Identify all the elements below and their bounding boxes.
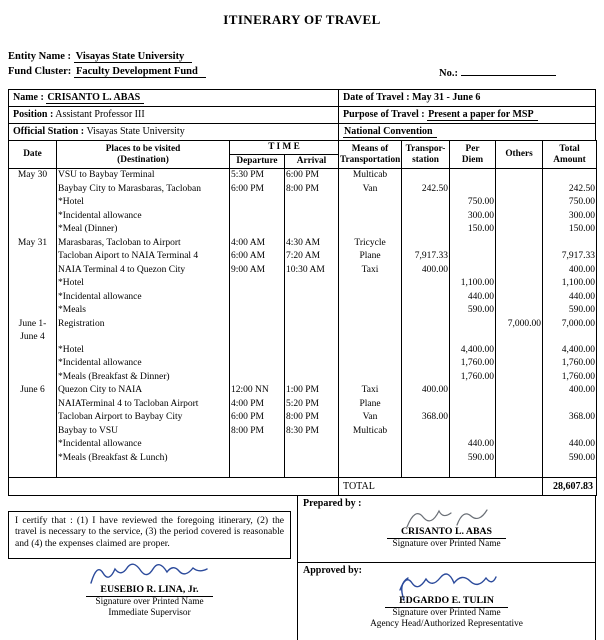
col-header-places-line1: Places to be visited bbox=[105, 143, 181, 154]
date-of-travel-value: May 31 - June 6 bbox=[412, 92, 481, 103]
cell-destination: *Incidental allowance bbox=[57, 357, 230, 371]
cell-per-diem: 300.00 bbox=[450, 210, 496, 224]
cell-transportation bbox=[402, 371, 450, 385]
cell-means bbox=[339, 357, 402, 371]
cell-destination: *Meals (Breakfast & Dinner) bbox=[57, 371, 230, 385]
cell-means: Plane bbox=[339, 250, 402, 264]
cell-total-amount: 1,100.00 bbox=[543, 277, 597, 291]
cell-transportation: 368.00 bbox=[402, 411, 450, 425]
cell-others bbox=[496, 237, 543, 251]
cell-transportation bbox=[402, 452, 450, 478]
itinerary-row bbox=[9, 411, 597, 425]
cell-means bbox=[339, 452, 402, 478]
itinerary-row bbox=[9, 277, 597, 291]
col-header-transportation-line2: station bbox=[412, 154, 439, 165]
document-number-blank bbox=[461, 65, 556, 76]
prepared-by-label: Prepared by : bbox=[303, 498, 362, 509]
cell-date: June 6 bbox=[9, 384, 57, 398]
certification-text: I certify that : (1) I have reviewed the foregoing itinerary, (2) the travel is necessary to the service, (3) the period covered is reasonable and (4) the expenses claimed are proper. bbox=[15, 515, 284, 549]
purpose-continuation-field bbox=[339, 123, 595, 140]
official-station-value: Visayas State University bbox=[86, 126, 185, 137]
cell-transportation bbox=[402, 398, 450, 412]
cell-destination: Marasbaras, Tacloban to Airport bbox=[57, 237, 230, 251]
cell-arrival: 4:30 AM bbox=[285, 237, 339, 251]
cell-arrival: 8:00 PM bbox=[285, 411, 339, 425]
cell-date bbox=[9, 398, 57, 412]
cell-arrival: 10:30 AM bbox=[285, 264, 339, 278]
cell-others bbox=[496, 210, 543, 224]
cell-total-amount: 750.00 bbox=[543, 196, 597, 210]
cell-others bbox=[496, 384, 543, 398]
total-row-blank-mid bbox=[402, 478, 543, 496]
cell-date bbox=[9, 250, 57, 264]
itinerary-row bbox=[9, 318, 597, 344]
certification-column bbox=[8, 495, 297, 640]
cell-others bbox=[496, 411, 543, 425]
cell-others bbox=[496, 344, 543, 358]
cell-others bbox=[496, 264, 543, 278]
fund-cluster-label: Fund Cluster: bbox=[8, 66, 72, 77]
approved-by-label: Approved by: bbox=[303, 565, 362, 576]
cell-transportation bbox=[402, 425, 450, 439]
cell-arrival bbox=[285, 438, 339, 452]
cell-departure: 6:00 AM bbox=[230, 250, 285, 264]
cell-total-amount: 400.00 bbox=[543, 264, 597, 278]
cell-others bbox=[496, 291, 543, 305]
cell-departure bbox=[230, 304, 285, 318]
traveler-info-box bbox=[8, 89, 596, 141]
cell-total-amount: 590.00 bbox=[543, 304, 597, 318]
cell-total-amount: 300.00 bbox=[543, 210, 597, 224]
cell-others bbox=[496, 277, 543, 291]
cell-per-diem: 1,760.00 bbox=[450, 371, 496, 385]
itinerary-row bbox=[9, 452, 597, 478]
cell-others bbox=[496, 452, 543, 478]
position-field bbox=[9, 106, 339, 123]
approval-column bbox=[297, 495, 596, 640]
cell-departure: 6:00 PM bbox=[230, 411, 285, 425]
cell-destination: Baybay to VSU bbox=[57, 425, 230, 439]
position-label: Position : bbox=[13, 109, 54, 120]
itinerary-row bbox=[9, 357, 597, 371]
cell-others bbox=[496, 223, 543, 237]
col-header-per-diem bbox=[450, 141, 496, 169]
entity-name-label: Entity Name : bbox=[8, 51, 71, 62]
supervisor-caption: Signature over Printed Name bbox=[95, 597, 204, 607]
itinerary-table-body bbox=[9, 169, 597, 478]
cell-total-amount bbox=[543, 398, 597, 412]
cell-means bbox=[339, 277, 402, 291]
cell-per-diem bbox=[450, 237, 496, 251]
page-title: ITINERARY OF TRAVEL bbox=[223, 12, 381, 27]
cell-date bbox=[9, 196, 57, 210]
purpose-value: Present a paper for MSP bbox=[427, 109, 538, 121]
col-header-arrival: Arrival bbox=[285, 155, 339, 169]
cell-others bbox=[496, 169, 543, 183]
col-header-total-line1: Total bbox=[559, 143, 580, 154]
col-header-time: T I M E bbox=[230, 141, 339, 155]
cell-arrival: 7:20 AM bbox=[285, 250, 339, 264]
supervisor-name: EUSEBIO R. LINA, Jr. bbox=[86, 584, 212, 597]
fund-cluster-value: Faculty Development Fund bbox=[74, 66, 206, 78]
approved-by-box bbox=[297, 562, 596, 640]
entity-name-value: Visayas State University bbox=[74, 51, 193, 63]
itinerary-row bbox=[9, 223, 597, 237]
cell-arrival: 5:20 PM bbox=[285, 398, 339, 412]
cell-destination: *Meals (Breakfast & Lunch) bbox=[57, 452, 230, 478]
itinerary-row bbox=[9, 237, 597, 251]
itinerary-row bbox=[9, 196, 597, 210]
cell-destination: Registration bbox=[57, 318, 230, 344]
cell-total-amount: 4,400.00 bbox=[543, 344, 597, 358]
cell-means: Multicab bbox=[339, 169, 402, 183]
date-of-travel-label: Date of Travel : bbox=[343, 92, 410, 103]
cell-date: June 1- June 4 bbox=[9, 318, 57, 344]
cell-transportation: 242.50 bbox=[402, 183, 450, 197]
itinerary-table-header bbox=[9, 141, 597, 169]
cell-transportation bbox=[402, 237, 450, 251]
approved-role: Agency Head/Authorized Representative bbox=[370, 619, 523, 629]
cell-destination: Tacloban Airport to Baybay City bbox=[57, 411, 230, 425]
cell-others bbox=[496, 425, 543, 439]
official-station-field bbox=[9, 123, 339, 140]
cell-means: Plane bbox=[339, 398, 402, 412]
cell-total-amount: 1,760.00 bbox=[543, 371, 597, 385]
cell-destination: *Incidental allowance bbox=[57, 291, 230, 305]
cell-arrival: 1:00 PM bbox=[285, 384, 339, 398]
cell-departure bbox=[230, 196, 285, 210]
cell-date bbox=[9, 210, 57, 224]
col-header-means-line2: Transportation bbox=[340, 154, 401, 165]
cell-others bbox=[496, 371, 543, 385]
cell-others bbox=[496, 183, 543, 197]
fund-cluster-field bbox=[8, 65, 206, 80]
cell-per-diem: 1,100.00 bbox=[450, 277, 496, 291]
cell-transportation bbox=[402, 169, 450, 183]
cell-per-diem bbox=[450, 425, 496, 439]
cell-means: Taxi bbox=[339, 264, 402, 278]
cell-departure: 9:00 AM bbox=[230, 264, 285, 278]
cell-others bbox=[496, 438, 543, 452]
cell-destination: Quezon City to NAIA bbox=[57, 384, 230, 398]
cell-destination: Baybay City to Marasbaras, Tacloban bbox=[57, 183, 230, 197]
itinerary-table-footer bbox=[9, 478, 597, 496]
info-row-station-purpose2 bbox=[9, 123, 595, 140]
cell-total-amount bbox=[543, 237, 597, 251]
cell-transportation: 7,917.33 bbox=[402, 250, 450, 264]
cell-means bbox=[339, 318, 402, 344]
col-header-per-diem-line2: Diem bbox=[461, 154, 484, 165]
cell-arrival bbox=[285, 452, 339, 478]
prepared-caption: Signature over Printed Name bbox=[392, 539, 501, 549]
cell-arrival bbox=[285, 318, 339, 344]
cell-others bbox=[496, 250, 543, 264]
position-value: Assistant Professor III bbox=[55, 109, 145, 120]
cell-date bbox=[9, 277, 57, 291]
cell-means: Van bbox=[339, 183, 402, 197]
cell-per-diem bbox=[450, 264, 496, 278]
cell-means: Multicab bbox=[339, 425, 402, 439]
cell-date bbox=[9, 304, 57, 318]
cell-per-diem: 440.00 bbox=[450, 438, 496, 452]
name-value: CRISANTO L. ABAS bbox=[46, 92, 144, 104]
col-header-others: Others bbox=[496, 141, 543, 169]
cell-per-diem bbox=[450, 411, 496, 425]
cell-transportation bbox=[402, 210, 450, 224]
cell-departure bbox=[230, 277, 285, 291]
itinerary-row bbox=[9, 398, 597, 412]
col-header-total bbox=[543, 141, 597, 169]
cell-transportation bbox=[402, 438, 450, 452]
date-of-travel-field bbox=[339, 90, 595, 106]
itinerary-row bbox=[9, 438, 597, 452]
col-header-total-line2: Amount bbox=[553, 154, 586, 165]
cell-others bbox=[496, 304, 543, 318]
cell-arrival bbox=[285, 291, 339, 305]
cell-means bbox=[339, 223, 402, 237]
total-amount: 28,607.83 bbox=[543, 478, 597, 496]
cell-means bbox=[339, 438, 402, 452]
cell-transportation: 400.00 bbox=[402, 264, 450, 278]
cell-departure bbox=[230, 357, 285, 371]
itinerary-row bbox=[9, 304, 597, 318]
cell-destination: *Hotel bbox=[57, 196, 230, 210]
cell-means bbox=[339, 196, 402, 210]
cell-departure: 12:00 NN bbox=[230, 384, 285, 398]
itinerary-row bbox=[9, 210, 597, 224]
cell-destination: NAIATerminal 4 to Tacloban Airport bbox=[57, 398, 230, 412]
itinerary-row bbox=[9, 250, 597, 264]
cell-transportation bbox=[402, 196, 450, 210]
cell-per-diem: 590.00 bbox=[450, 452, 496, 478]
cell-date bbox=[9, 344, 57, 358]
cell-date: May 30 bbox=[9, 169, 57, 183]
name-field bbox=[9, 90, 339, 106]
cell-departure bbox=[230, 318, 285, 344]
cell-transportation bbox=[402, 223, 450, 237]
document-number-label: No.: bbox=[439, 68, 458, 79]
cell-total-amount: 440.00 bbox=[543, 291, 597, 305]
col-header-date: Date bbox=[9, 141, 57, 169]
cell-arrival bbox=[285, 344, 339, 358]
cell-destination: VSU to Baybay Terminal bbox=[57, 169, 230, 183]
cell-destination: *Hotel bbox=[57, 344, 230, 358]
cell-date bbox=[9, 438, 57, 452]
col-header-transportation bbox=[402, 141, 450, 169]
cell-date bbox=[9, 371, 57, 385]
fund-cluster-line bbox=[8, 65, 596, 80]
cell-transportation: 400.00 bbox=[402, 384, 450, 398]
itinerary-row bbox=[9, 169, 597, 183]
cell-per-diem bbox=[450, 384, 496, 398]
cell-means bbox=[339, 210, 402, 224]
cell-arrival bbox=[285, 223, 339, 237]
total-label: TOTAL bbox=[339, 478, 402, 496]
cell-transportation bbox=[402, 344, 450, 358]
cell-departure bbox=[230, 210, 285, 224]
cell-total-amount: 440.00 bbox=[543, 438, 597, 452]
purpose-value-continued: National Convention bbox=[343, 126, 437, 138]
itinerary-row bbox=[9, 264, 597, 278]
purpose-field bbox=[339, 106, 595, 123]
cell-per-diem: 150.00 bbox=[450, 223, 496, 237]
cell-total-amount: 400.00 bbox=[543, 384, 597, 398]
cell-destination: *Hotel bbox=[57, 277, 230, 291]
itinerary-row bbox=[9, 371, 597, 385]
cell-destination: *Meal (Dinner) bbox=[57, 223, 230, 237]
itinerary-row bbox=[9, 291, 597, 305]
approved-name: EDGARDO E. TULIN bbox=[385, 595, 508, 608]
cell-per-diem: 440.00 bbox=[450, 291, 496, 305]
cell-total-amount bbox=[543, 169, 597, 183]
cell-total-amount: 150.00 bbox=[543, 223, 597, 237]
info-row-position-purpose bbox=[9, 106, 595, 123]
prepared-name: CRISANTO L. ABAS bbox=[387, 526, 506, 539]
col-header-places-line2: (Destination) bbox=[117, 154, 169, 165]
cell-departure: 6:00 PM bbox=[230, 183, 285, 197]
cell-departure bbox=[230, 291, 285, 305]
cell-departure bbox=[230, 223, 285, 237]
prepared-by-box bbox=[297, 495, 596, 563]
cell-total-amount: 368.00 bbox=[543, 411, 597, 425]
cell-destination: NAIA Terminal 4 to Quezon City bbox=[57, 264, 230, 278]
cell-departure: 4:00 AM bbox=[230, 237, 285, 251]
info-row-name-date bbox=[9, 90, 595, 106]
signature-section bbox=[8, 495, 596, 640]
cell-others bbox=[496, 357, 543, 371]
cell-transportation bbox=[402, 357, 450, 371]
col-header-departure: Departure bbox=[230, 155, 285, 169]
entity-name-line bbox=[8, 50, 596, 65]
cell-date bbox=[9, 357, 57, 371]
cell-date bbox=[9, 425, 57, 439]
cell-total-amount: 1,760.00 bbox=[543, 357, 597, 371]
cell-departure bbox=[230, 452, 285, 478]
cell-total-amount: 590.00 bbox=[543, 452, 597, 478]
col-header-means-line1: Means of bbox=[351, 143, 389, 154]
itinerary-row bbox=[9, 344, 597, 358]
cell-means: Tricycle bbox=[339, 237, 402, 251]
cell-destination: Tacloban Aiport to NAIA Terminal 4 bbox=[57, 250, 230, 264]
itinerary-table bbox=[8, 140, 597, 496]
cell-others bbox=[496, 196, 543, 210]
cell-arrival bbox=[285, 304, 339, 318]
cell-departure: 5:30 PM bbox=[230, 169, 285, 183]
certification-box bbox=[8, 511, 291, 559]
supervisor-signature-block bbox=[8, 559, 291, 619]
cell-arrival bbox=[285, 371, 339, 385]
cell-per-diem bbox=[450, 169, 496, 183]
cell-means: Taxi bbox=[339, 384, 402, 398]
cell-date: May 31 bbox=[9, 237, 57, 251]
cell-per-diem bbox=[450, 318, 496, 344]
cell-total-amount: 242.50 bbox=[543, 183, 597, 197]
col-header-means bbox=[339, 141, 402, 169]
cell-arrival bbox=[285, 196, 339, 210]
itinerary-row bbox=[9, 183, 597, 197]
cell-total-amount: 7,000.00 bbox=[543, 318, 597, 344]
cell-means bbox=[339, 371, 402, 385]
name-label: Name : bbox=[13, 92, 44, 103]
cell-total-amount bbox=[543, 425, 597, 439]
itinerary-row bbox=[9, 425, 597, 439]
cell-transportation bbox=[402, 277, 450, 291]
cell-date bbox=[9, 223, 57, 237]
cell-arrival: 8:30 PM bbox=[285, 425, 339, 439]
col-header-per-diem-line1: Per bbox=[465, 143, 480, 154]
total-row bbox=[9, 478, 597, 496]
supervisor-role: Immediate Supervisor bbox=[108, 608, 191, 618]
cell-arrival bbox=[285, 357, 339, 371]
cell-means bbox=[339, 291, 402, 305]
cell-arrival: 8:00 PM bbox=[285, 183, 339, 197]
cell-means bbox=[339, 344, 402, 358]
cell-arrival bbox=[285, 277, 339, 291]
cell-destination: *Incidental allowance bbox=[57, 438, 230, 452]
cell-per-diem bbox=[450, 183, 496, 197]
cell-departure bbox=[230, 371, 285, 385]
cell-date bbox=[9, 183, 57, 197]
cell-others: 7,000.00 bbox=[496, 318, 543, 344]
cell-total-amount: 7,917.33 bbox=[543, 250, 597, 264]
cell-departure bbox=[230, 438, 285, 452]
col-header-places bbox=[57, 141, 230, 169]
cell-departure: 8:00 PM bbox=[230, 425, 285, 439]
purpose-label: Purpose of Travel : bbox=[343, 109, 425, 120]
cell-means bbox=[339, 304, 402, 318]
itinerary-row bbox=[9, 384, 597, 398]
cell-transportation bbox=[402, 304, 450, 318]
cell-date bbox=[9, 264, 57, 278]
cell-departure: 4:00 PM bbox=[230, 398, 285, 412]
official-station-label: Official Station : bbox=[13, 126, 85, 137]
cell-per-diem: 750.00 bbox=[450, 196, 496, 210]
cell-means: Van bbox=[339, 411, 402, 425]
cell-per-diem: 590.00 bbox=[450, 304, 496, 318]
cell-date bbox=[9, 411, 57, 425]
cell-destination: *Meals bbox=[57, 304, 230, 318]
cell-date bbox=[9, 452, 57, 478]
cell-transportation bbox=[402, 291, 450, 305]
cell-arrival bbox=[285, 210, 339, 224]
total-row-blank-left bbox=[9, 478, 339, 496]
cell-per-diem: 1,760.00 bbox=[450, 357, 496, 371]
cell-departure bbox=[230, 344, 285, 358]
cell-per-diem: 4,400.00 bbox=[450, 344, 496, 358]
cell-date bbox=[9, 291, 57, 305]
cell-arrival: 6:00 PM bbox=[285, 169, 339, 183]
approved-caption: Signature over Printed Name bbox=[392, 608, 501, 618]
col-header-transportation-line1: Transpor- bbox=[405, 143, 446, 154]
document-number-field bbox=[439, 65, 556, 80]
cell-per-diem bbox=[450, 398, 496, 412]
cell-per-diem bbox=[450, 250, 496, 264]
cell-others bbox=[496, 398, 543, 412]
cell-transportation bbox=[402, 318, 450, 344]
cell-destination: *Incidental allowance bbox=[57, 210, 230, 224]
